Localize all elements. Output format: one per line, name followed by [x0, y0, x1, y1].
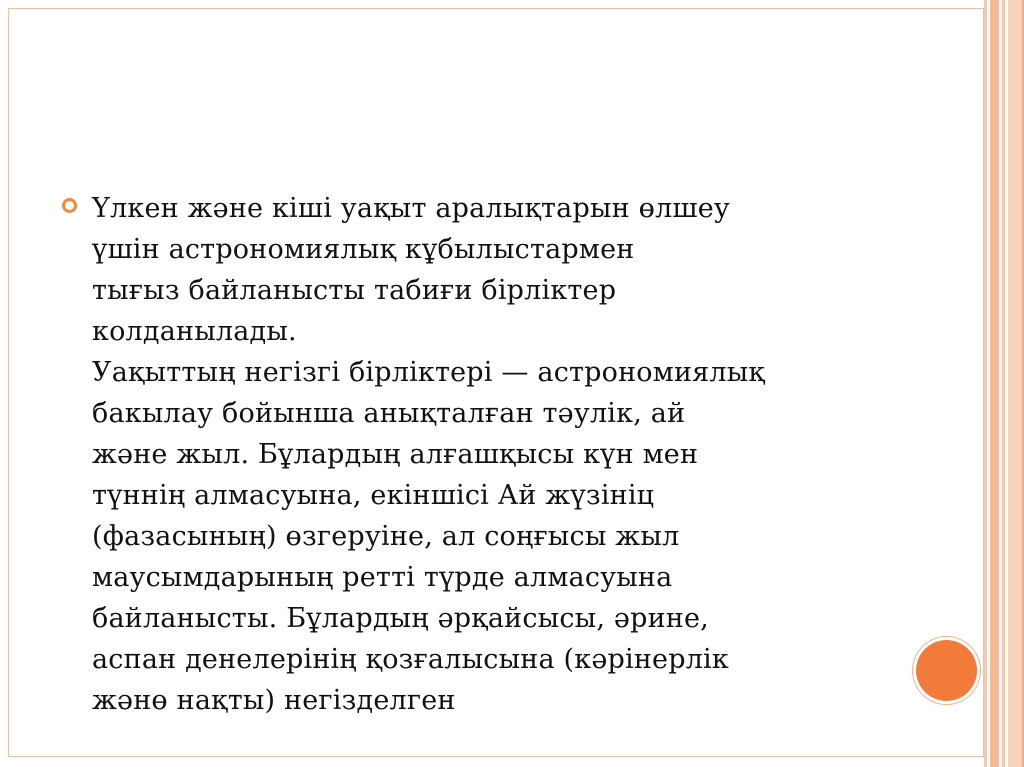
orange-circle-decoration: [916, 640, 977, 701]
ring-bullet-icon: [62, 198, 77, 213]
bullet-item: [62, 188, 882, 721]
stripe: [990, 0, 999, 767]
decorative-stripes: [984, 0, 1024, 767]
stripe: [984, 0, 987, 767]
body-paragraph: Үлкен және кіші уақыт аралықтарын өлшеу үшін астрономиялық кұбылыстармен тығыз байланысты табиғи бірліктер колданылады. Уақыттың негізгі бірліктері — астрономиялық бакылау бойынша анықталған тәулік, ай және жыл. Бұлардың алғашқысы күн мен түннің алмасуына, екіншісі Ай жүзініц (фазасының) өзгеруіне, ал соңғысы жыл маусымдарының ретті түрде алмасуына байланысты. Бұлардың әрқайсысы, әрине, аспан денелерінің қозғалысына (кәрінерлік жәнө нақты) негізделген: [92, 193, 765, 716]
slide-content: [62, 188, 882, 721]
stripe: [1002, 0, 1005, 767]
stripe: [1008, 0, 1022, 767]
